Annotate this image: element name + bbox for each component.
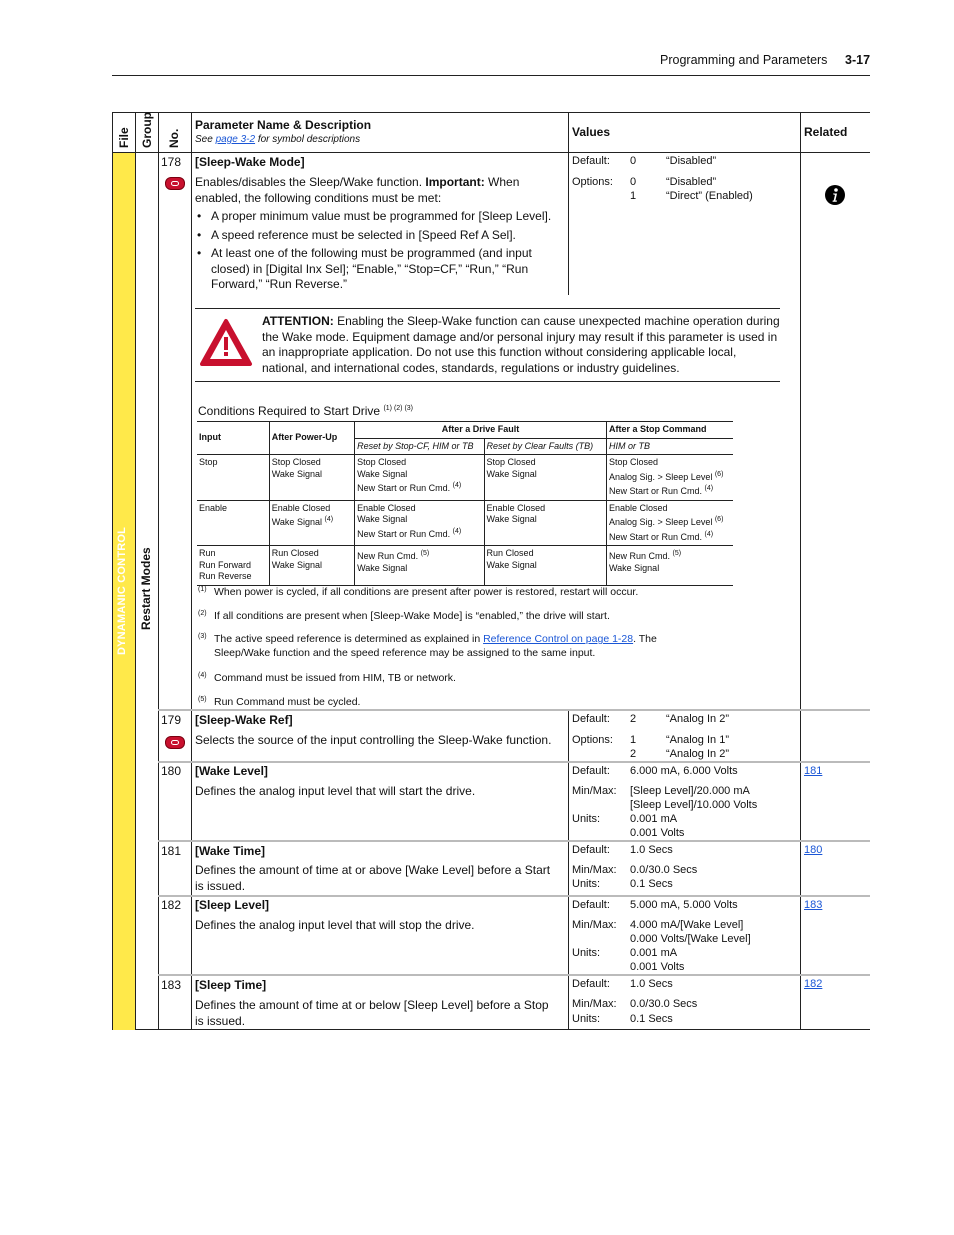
param-183-minmax: 0.0/30.0 Secs xyxy=(630,998,698,1010)
cond-subheader-stop-a: HIM or TB xyxy=(607,438,734,455)
param-183-name: [Sleep Time] xyxy=(195,978,267,992)
param-179-opt2-text: “Analog In 2” xyxy=(666,748,729,760)
col-header-values: Values xyxy=(572,125,611,139)
param-183-units: 0.1 Secs xyxy=(630,1013,673,1025)
param-180-minmax: [Sleep Level]/20.000 mA xyxy=(630,785,750,797)
param-179-opt1-text: “Analog In 1” xyxy=(666,734,729,746)
param-179-default-num: 2 xyxy=(630,713,637,725)
row-divider xyxy=(158,761,870,763)
param-183-desc: Defines the amount of time at or below [Sleep Level] before a Stop is issued. xyxy=(195,998,549,1028)
param-181-default-label: Default: xyxy=(572,844,610,856)
param-182-no: 182 xyxy=(161,898,182,912)
col-header-group: Group xyxy=(140,112,154,148)
col-line xyxy=(112,112,113,1030)
warning-triangle-icon xyxy=(199,318,253,368)
param-179-opt1-num: 1 xyxy=(630,734,637,746)
param-180-minmax: [Sleep Level]/10.000 Volts xyxy=(630,799,758,811)
list-item: • A speed reference must be selected in [Speed Ref A Sel]. xyxy=(195,228,565,244)
section-title: Programming and Parameters xyxy=(660,53,828,67)
conditions-table xyxy=(197,421,733,586)
param-178-desc: Enables/disables the Sleep/Wake function. Important: When enabled, the following conditions must be met: xyxy=(195,175,520,205)
param-182-minmax-label: Min/Max: xyxy=(572,919,617,931)
stop-oval-icon xyxy=(165,177,185,190)
attention-bottom-rule xyxy=(195,381,780,382)
param-180-minmax-label: Min/Max: xyxy=(572,785,617,797)
reference-control-link[interactable]: Reference Control on page 1-28 xyxy=(483,633,634,645)
param-183-units-label: Units: xyxy=(572,1013,601,1025)
cond-cell: Enable Closed Wake Signal $^{(4)}$ xyxy=(269,500,354,546)
col-line xyxy=(158,112,159,1030)
param-179-opt2-num: 2 xyxy=(630,748,637,760)
footnote-mark: (1) xyxy=(198,586,207,593)
table-row xyxy=(197,455,733,501)
table-row xyxy=(197,546,733,586)
col-line xyxy=(800,112,801,1030)
stop-oval-icon xyxy=(165,736,185,749)
param-179-default-label: Default: xyxy=(572,713,610,725)
footnote-mark: (4) xyxy=(198,672,207,679)
cond-subheader-fault-a: Reset by Stop-CF, HIM or TB xyxy=(355,438,484,455)
col-header-related: Related xyxy=(804,125,848,139)
param-180-units: 0.001 mA xyxy=(630,813,678,825)
param-178-opt1-num: 0 xyxy=(630,176,637,188)
footnote-mark: (3) xyxy=(198,633,207,640)
param-178-default-label: Default: xyxy=(572,155,610,167)
param-182-units: 0.001 Volts xyxy=(630,961,685,973)
param-182-desc: Defines the analog input level that will stop the drive. xyxy=(195,918,475,932)
cond-header-fault: After a Drive Fault xyxy=(355,422,607,439)
cond-cell: Stop Closed Analog Sig. > Sleep Level $^{(6)}$ New Start or Run Cmd. $^{(4)}$ xyxy=(607,455,734,501)
param-179-no: 179 xyxy=(161,713,182,727)
param-180-no: 180 xyxy=(161,764,182,778)
col-line xyxy=(568,153,569,295)
param-178-options-label: Options: xyxy=(572,176,613,188)
attention-top-rule xyxy=(195,308,780,309)
param-182-related-link[interactable]: 183 xyxy=(804,899,823,911)
symbol-note: See page 3-2 for symbol descriptions xyxy=(195,134,361,145)
cond-cell: Run Closed Wake Signal xyxy=(484,546,606,586)
param-180-name: [Wake Level] xyxy=(195,764,268,778)
col-line xyxy=(135,112,136,1030)
info-icon xyxy=(824,184,846,206)
row-divider xyxy=(158,709,870,711)
param-183-default-label: Default: xyxy=(572,978,610,990)
footnote-4: Command must be issued from HIM, TB or network. xyxy=(214,672,456,684)
row-divider xyxy=(158,840,870,842)
footnote-3: The active speed reference is determined as explained in Reference Control on page 1-28. The Sleep/Wake function and the speed reference may be assigned to the same input. xyxy=(214,633,657,659)
param-183-default: 1.0 Secs xyxy=(630,978,673,990)
param-182-units-label: Units: xyxy=(572,947,601,959)
cond-cell: Enable Closed Analog Sig. > Sleep Level $^{(6)}$ New Start or Run Cmd. $^{(4)}$ xyxy=(607,500,734,546)
param-178-no: 178 xyxy=(161,155,182,169)
param-182-default: 5.000 mA, 5.000 Volts xyxy=(630,899,738,911)
param-180-default-label: Default: xyxy=(572,765,610,777)
footnote-2: If all conditions are present when [Sleep-Wake Mode] is “enabled,” the drive will start. xyxy=(214,610,610,622)
param-181-default: 1.0 Secs xyxy=(630,844,673,856)
footnote-5: Run Command must be cycled. xyxy=(214,696,361,708)
param-182-minmax: 4.000 mA/[Wake Level] xyxy=(630,919,744,931)
cond-cell: Run Run Forward Run Reverse xyxy=(197,546,269,586)
col-line xyxy=(568,711,569,1030)
param-181-units-label: Units: xyxy=(572,878,601,890)
param-179-options-label: Options: xyxy=(572,734,613,746)
row-divider xyxy=(158,974,870,976)
cond-header-stop: After a Stop Command xyxy=(607,422,734,439)
param-183-no: 183 xyxy=(161,978,182,992)
param-181-minmax: 0.0/30.0 Secs xyxy=(630,864,698,876)
param-182-units: 0.001 mA xyxy=(630,947,678,959)
cond-cell: Stop Closed Wake Signal xyxy=(269,455,354,501)
attention-text: ATTENTION: Enabling the Sleep-Wake function can cause unexpected machine operation during the Wake mode. Equipment damage and/or personal injury may result if this parameter is used in an inappropriate application. Do not use this function without considering applicable local, national, and international codes, standards, regulations or industry guidelines. xyxy=(262,314,780,375)
table-bottom-border xyxy=(112,1029,870,1030)
param-178-name: [Sleep-Wake Mode] xyxy=(195,155,305,169)
param-181-desc: Defines the amount of time at or above [Wake Level] before a Start is issued. xyxy=(195,863,551,893)
param-178-opt2-num: 1 xyxy=(630,190,637,202)
param-182-name: [Sleep Level] xyxy=(195,898,270,912)
footnote-1: When power is cycled, if all conditions are present after power is restored, restart will occur. xyxy=(214,586,639,598)
param-178-default-num: 0 xyxy=(630,155,637,167)
param-181-no: 181 xyxy=(161,844,182,858)
cond-subheader-fault-b: Reset by Clear Faults (TB) xyxy=(484,438,606,455)
col-header-no: No. xyxy=(167,128,181,148)
param-182-default-label: Default: xyxy=(572,899,610,911)
file-label: DYNAMANIC CONTROL xyxy=(116,526,128,655)
param-183-minmax-label: Min/Max: xyxy=(572,998,617,1010)
cond-cell: Enable xyxy=(197,500,269,546)
cond-cell: Run Closed Wake Signal xyxy=(269,546,354,586)
conditions-title: Conditions Required to Start Drive $^{(1) (2) (3)}$ xyxy=(198,404,413,418)
table-top-border xyxy=(112,112,870,113)
param-181-units: 0.1 Secs xyxy=(630,878,673,890)
param-180-units: 0.001 Volts xyxy=(630,827,685,839)
param-179-desc: Selects the source of the input controlling the Sleep-Wake function. xyxy=(195,733,552,747)
param-183-related-link[interactable]: 182 xyxy=(804,978,823,990)
param-181-name: [Wake Time] xyxy=(195,844,266,858)
col-line xyxy=(191,112,192,1030)
footnote-mark: (2) xyxy=(198,610,207,617)
col-line xyxy=(568,112,569,153)
table-row xyxy=(197,500,733,546)
cond-header-powerup: After Power-Up xyxy=(269,422,354,455)
param-179-default-text: “Analog In 2” xyxy=(666,713,729,725)
param-178-default-text: “Disabled” xyxy=(666,155,717,167)
param-178-bullets xyxy=(195,209,565,293)
param-182-minmax: 0.000 Volts/[Wake Level] xyxy=(630,933,751,945)
param-178-opt1-text: “Disabled” xyxy=(666,176,717,188)
param-180-units-label: Units: xyxy=(572,813,601,825)
cond-cell: Stop xyxy=(197,455,269,501)
cond-cell: Stop Closed Wake Signal New Start or Run Cmd. $^{(4)}$ xyxy=(355,455,484,501)
group-label: Restart Modes xyxy=(139,547,153,630)
param-180-desc: Defines the analog input level that will start the drive. xyxy=(195,784,476,798)
param-180-related-link[interactable]: 181 xyxy=(804,765,823,777)
param-181-related-link[interactable]: 180 xyxy=(804,844,823,856)
cond-cell: New Run Cmd. $^{(5)}$ Wake Signal xyxy=(607,546,734,586)
list-item: • A proper minimum value must be programmed for [Sleep Level]. xyxy=(195,209,565,225)
row-divider xyxy=(158,895,870,897)
cond-cell: Stop Closed Wake Signal xyxy=(484,455,606,501)
table-header-rule xyxy=(112,152,870,153)
param-180-default: 6.000 mA, 6.000 Volts xyxy=(630,765,738,777)
col-header-param: Parameter Name & Description xyxy=(195,118,372,132)
param-181-minmax-label: Min/Max: xyxy=(572,864,617,876)
list-item: • At least one of the following must be programmed (and input closed) in [Digital Inx Sel]; “Enable,” “Stop=CF,” “Run,” “Run Forward,” “Run Reverse.” xyxy=(195,246,565,293)
col-header-file: File xyxy=(117,127,131,148)
symbol-page-link[interactable]: page 3-2 xyxy=(215,134,256,145)
header-rule xyxy=(112,75,870,76)
param-178-opt2-text: “Direct” (Enabled) xyxy=(666,190,753,202)
page-number: 3-17 xyxy=(845,53,871,67)
param-179-name: [Sleep-Wake Ref] xyxy=(195,713,293,727)
footnote-mark: (5) xyxy=(198,696,207,703)
cond-header-input: Input xyxy=(197,422,269,455)
cond-cell: Enable Closed Wake Signal New Start or Run Cmd. $^{(4)}$ xyxy=(355,500,484,546)
cond-cell: New Run Cmd. $^{(5)}$ Wake Signal xyxy=(355,546,484,586)
cond-cell: Enable Closed Wake Signal xyxy=(484,500,606,546)
